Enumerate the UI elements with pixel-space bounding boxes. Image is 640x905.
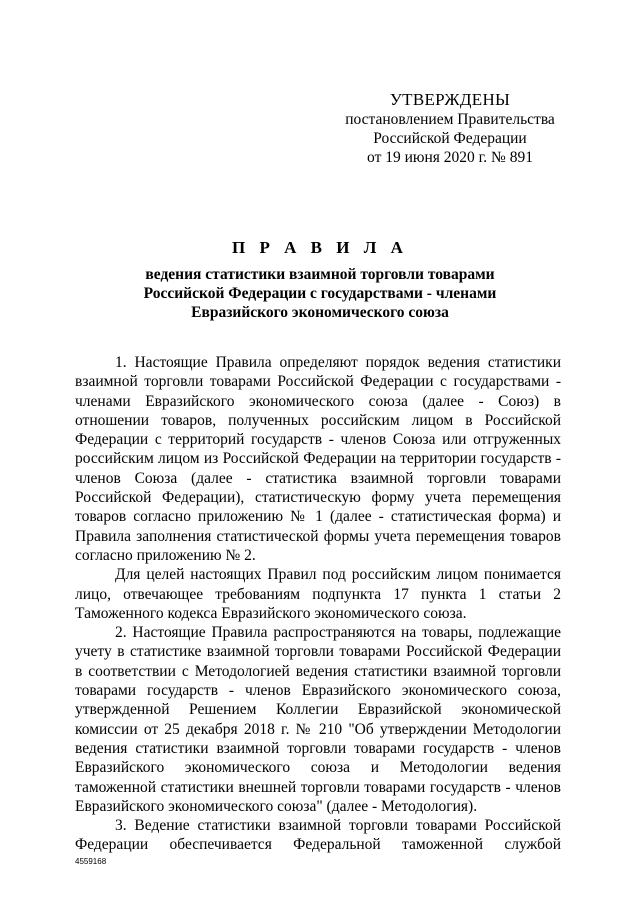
- approval-line: Российской Федерации: [373, 130, 527, 147]
- approval-block: [345, 90, 555, 167]
- subtitle-line: ведения статистики взаимной торговли товарами: [145, 266, 495, 283]
- document-subtitle: [120, 265, 520, 322]
- approval-date-number: от 19 июня 2020 г. № 891: [367, 149, 533, 166]
- paragraph-1: 1. Настоящие Правила определяют порядок ведения статистики взаимной торговли товарами Российской Федерации с государствами - членами Евразийского экономического союза (далее - Союз) в отношении товаров, полученных российским лицом в Российской Федерации с территорий государств - членов Союза или отгруженных российским лицом из Российской Федерации на территории государств - членов Союза (далее - статистика взаимной торговли товарами Российской Федерации), статистическую форму учета перемещения товаров согласно приложению № 1 (далее - статистическая форма) и Правила заполнения статистической формы учета перемещения товаров согласно приложению № 2.: [75, 354, 561, 564]
- paragraph-definition: Для целей настоящих Правил под российским лицом понимается лицо, отвечающее требованиям подпункта 17 пункта 1 статьи 2 Таможенного кодекса Евразийского экономического союза.: [75, 566, 561, 622]
- document-body: [75, 353, 561, 855]
- approval-title: УТВЕРЖДЕНЫ: [389, 90, 511, 109]
- subtitle-line: Российской Федерации с государствами - членами: [143, 285, 497, 302]
- subtitle-line: Евразийского экономического союза: [191, 304, 449, 321]
- paragraph-2: 2. Настоящие Правила распространяются на товары, подлежащие учету в статистике взаимной торговли товарами Российской Федерации в соответствии с Методологией ведения статистики взаимной торговли товарами государств - членов Евразийского экономического союза, утвержденной Решением Коллегии Евразийской экономической комиссии от 25 декабря 2018 г. № 210 "Об утверждении Методологии ведения статистики взаимной торговли товарами государств - членов Евразийского экономического союза и Методологии ведения таможенной статистики внешней торговли товарами государств - членов Евразийского экономического союза" (далее - Методология).: [75, 624, 561, 815]
- document-code: 4559168: [75, 857, 107, 866]
- approval-line: постановлением Правительства: [345, 111, 555, 128]
- paragraph-3: 3. Ведение статистики взаимной торговли товарами Российской Федерации обеспечивается Федеральной таможенной службой: [75, 817, 561, 854]
- document-title: П Р А В И Л А: [232, 238, 408, 257]
